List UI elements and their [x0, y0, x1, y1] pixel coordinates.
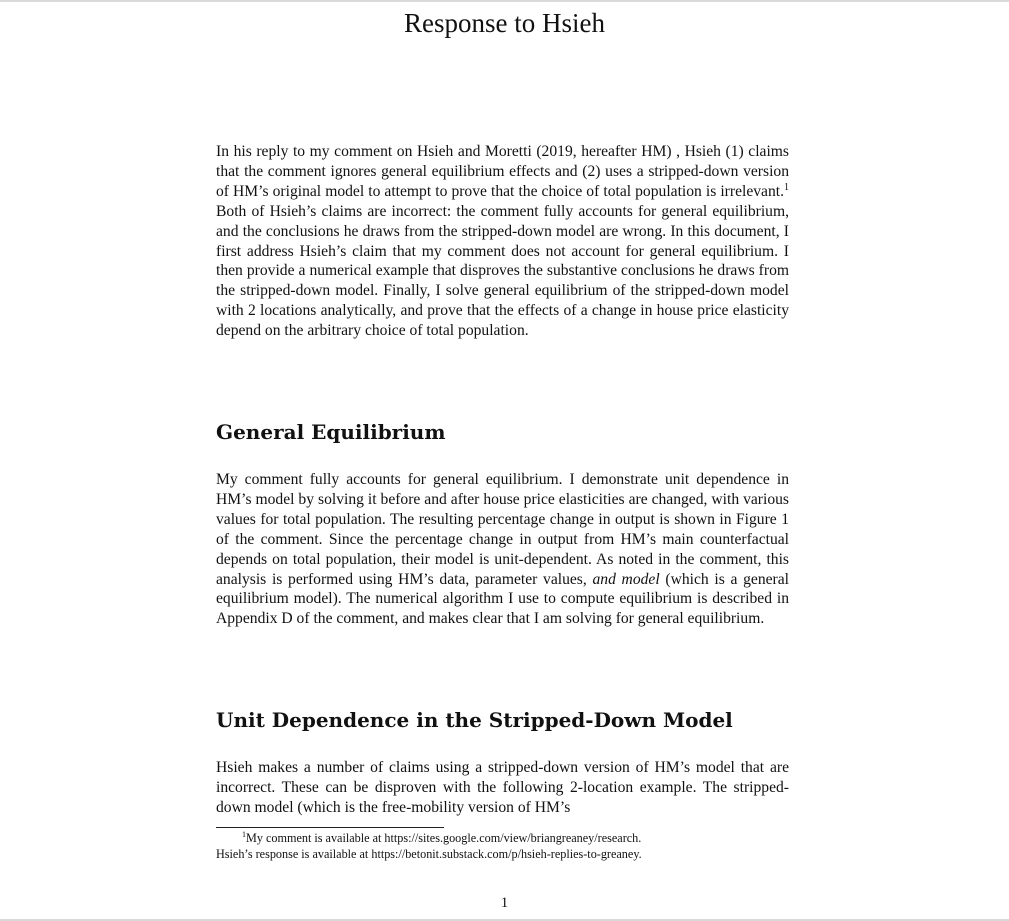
- document-title: Response to Hsieh: [404, 8, 605, 38]
- footnote-1: [216, 830, 789, 862]
- footnote-line1[interactable]: My comment is available at https://sites.google.com/view/briangreaney/research.: [246, 831, 642, 845]
- unit-dependence-text: Hsieh makes a number of claims using a stripped-down version of HM’s model that are incorrect. These can be disproven with the following 2-location example. The stripped-down model (which is the free-mobility version of HM’s: [216, 759, 789, 816]
- intro-paragraph: [216, 142, 789, 341]
- ge-text-part2: (which is a general equilibrium model). The numerical algorithm I use to compute equilibrium is described in Appendix D of the comment, and makes clear that I am solving for general equilibrium.: [216, 570, 789, 628]
- footnote-reference-1[interactable]: 1: [784, 181, 789, 193]
- footnote-mark: 1: [242, 829, 246, 839]
- ge-text-part1: My comment fully accounts for general equilibrium. I demonstrate unit dependence in HM’s model by solving it before and after house price elasticities are changed, with various values for total population. The resulting percentage change in output is shown in Figure 1 of the comment. Since the percentage change in output from HM’s main counterfactual depends on total population, their model is unit-dependent. As noted in the comment, this analysis is performed using HM’s data, parameter values,: [216, 471, 789, 588]
- section-general-equilibrium: [216, 419, 789, 445]
- unit-dependence-paragraph: [216, 758, 789, 818]
- general-equilibrium-paragraph: [216, 470, 789, 629]
- section-heading-unit-dependence: Unit Dependence in the Stripped-Down Model: [216, 708, 733, 732]
- footnote-line2[interactable]: Hsieh’s response is available at https://betonit.substack.com/p/hsieh-replies-to-greaney.: [216, 847, 642, 861]
- intro-text-part1: In his reply to my comment on Hsieh and Moretti (2019, hereafter HM) , Hsieh (1) claims that the comment ignores general equilibrium effects and (2) uses a stripped-down version of HM’s original model to attempt to prove that the choice of total population is irrelevant.: [216, 143, 789, 200]
- page-top-edge: [0, 0, 1009, 2]
- intro-text-part2: Both of Hsieh’s claims are incorrect: the comment fully accounts for general equilibrium, and the conclusions he draws from the stripped-down model are wrong. In this document, I first address Hsieh’s claim that my comment does not account for general equilibrium. I then provide a numerical example that disproves the substantive conclusions he draws from the stripped-down model. Finally, I solve general equilibrium of the stripped-down model with 2 locations analytically, and prove that the effects of a change in house price elasticity depend on the arbitrary choice of total population.: [216, 202, 789, 340]
- section-unit-dependence: [216, 707, 789, 733]
- ge-emphasis: and model: [592, 570, 660, 588]
- footnote-separator: [216, 827, 444, 828]
- page-number: 1: [500, 895, 509, 911]
- section-heading-general-equilibrium: General Equilibrium: [216, 420, 446, 444]
